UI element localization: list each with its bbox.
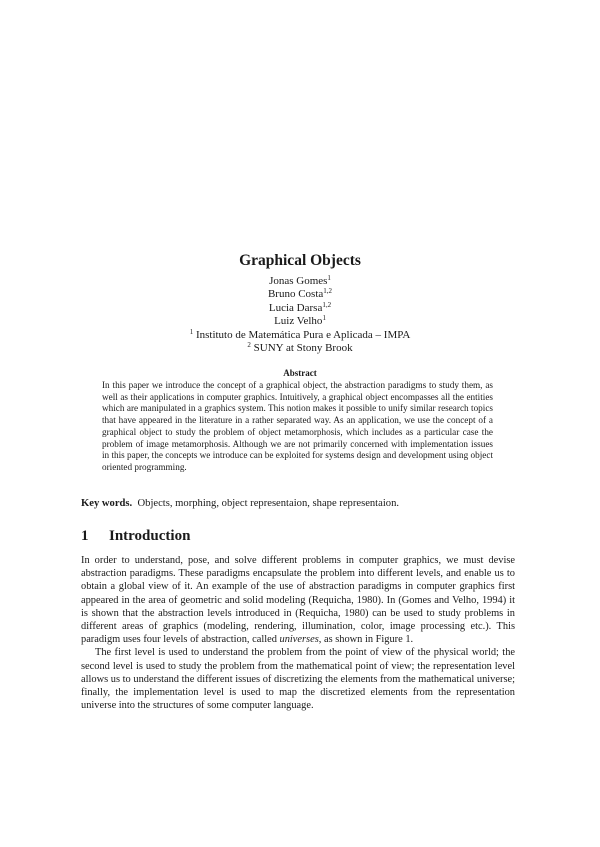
paragraph-text-end: , as shown in Figure 1. [318,634,414,646]
abstract-heading: Abstract [283,368,317,378]
author-block [0,275,600,355]
keywords-text: Objects, morphing, object representaion, shape representaion. [137,498,400,509]
paper-title: Graphical Objects [239,252,361,269]
section-heading [81,528,521,545]
author-line [0,315,600,328]
author-line [0,302,600,315]
author-line [0,288,600,301]
author-name: Bruno Costa [267,288,324,301]
paragraph [81,554,515,646]
paragraph-text: In order to understand, pose, and solve different problems in computer graphics, we must devise abstraction paradigms. These paradigms encapsulate the problem into different levels, and enable us to obtain a global view of it. An example of the use of abstraction paradigms in computer graphics first appeared in the area of geometric and solid modeling (Requicha, 1980). In (Gomes and Velho, 1994) it is shown that the abstraction levels introduced in (Requicha, 1980) can be used to study problems in different areas of graphics (modeling, rendering, illumination, color, image processing etc.). This paradigm uses four levels of abstraction, called [81,555,515,646]
author-line [0,275,600,288]
affiliation-text: SUNY at Stony Brook [253,342,353,355]
author-affiliation-mark: 1,2 [323,287,333,296]
author-name: Lucia Darsa [268,301,323,314]
section-body [81,554,515,712]
section-title: Introduction [109,528,191,544]
affiliation-line [0,329,600,342]
abstract-text: In this paper we introduce the concept of a graphical object, the abstraction paradigms to study them, as well as their applications in computer graphics. Intuitively, a graphical object encompasses all the entities which are manipulated in a graphics system. This notion makes it possible to unify similar research topics that have appeared in the literature in a rather separated way. As an application, we use the concept of a graphical object to study the problem of object metamorphosis, which includes as a particular case the problem of image metamorphosis. Although we are not primarily concerned with implementation issues in this paper, the concepts we introduce can be exploited for systems design and development using object oriented programming. [102,380,493,472]
author-affiliation-mark: 1,2 [322,300,332,309]
affiliation-mark: 2 [247,341,251,350]
author-name: Luiz Velho [274,315,323,328]
author-affiliation-mark: 1 [327,274,331,282]
author-affiliation-mark: 1 [322,314,326,323]
paragraph: The first level is used to understand the problem from the point of view of the physical world; the second level is used to study the problem from the mathematical point of view; the representation level allows us to understand the different issues of discretizing the elements from the mathematical universe; finally, the implementation level is used to map the discretized elements from the representation universe into the structures of some computer language. [81,647,515,712]
emphasis-text: universes [279,634,319,646]
affiliation-line [0,342,600,355]
section-number: 1 [81,528,89,544]
keywords-line [81,497,521,510]
affiliation-text: Instituto de Matemática Pura e Aplicada – IMPA [195,328,411,341]
author-name: Jonas Gomes [269,275,328,287]
affiliation-mark: 1 [189,327,194,336]
keywords-label: Key words. [81,498,133,509]
